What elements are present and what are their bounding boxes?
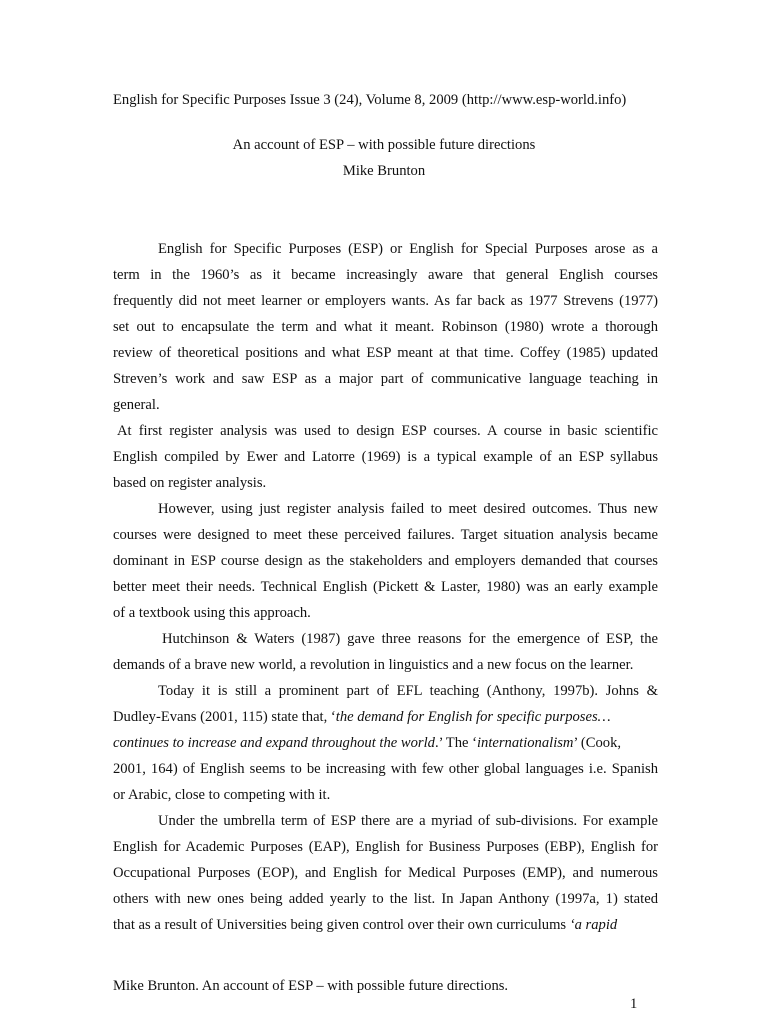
page-number: 1 bbox=[630, 996, 638, 1012]
text-line: English for Specific Purposes (ESP) or English for Special Purposes arose as a bbox=[158, 241, 658, 257]
article-body bbox=[113, 236, 658, 938]
text-line: English for Academic Purposes (EAP), English for Business Purposes (EBP), English for bbox=[113, 839, 658, 855]
article-author: Mike Brunton bbox=[342, 163, 426, 179]
text-line: Hutchinson & Waters (1987) gave three reasons for the emergence of ESP, the bbox=[162, 631, 658, 647]
quoted-term: internationalism bbox=[476, 735, 574, 751]
quoted-text: ‘a rapid bbox=[569, 917, 618, 933]
text-line: Today it is still a prominent part of EFL teaching (Anthony, 1997b). Johns & bbox=[158, 683, 658, 699]
text-line: review of theoretical positions and what ESP meant at that time. Coffey (1985) updated bbox=[113, 345, 658, 361]
text-line: of a textbook using this approach. bbox=[113, 605, 311, 621]
quoted-text: the demand for English for specific purposes… bbox=[335, 709, 611, 725]
text-line: or Arabic, close to competing with it. bbox=[113, 787, 331, 803]
text-line: set out to encapsulate the term and what it meant. Robinson (1980) wrote a thorough bbox=[113, 319, 658, 335]
text-line: courses were designed to meet these perceived failures. Target situation analysis became bbox=[113, 527, 658, 543]
text-line: English compiled by Ewer and Latorre (1969) is a typical example of an ESP syllabus bbox=[113, 449, 658, 465]
quoted-text: continues to increase and expand throughout the world bbox=[113, 735, 435, 751]
text-line: 2001, 164) of English seems to be increasing with few other global languages i.e. Spanish bbox=[113, 761, 658, 777]
text-line bbox=[113, 730, 658, 756]
text-line: frequently did not meet learner or employers wants. As far back as 1977 Strevens (1977) bbox=[113, 293, 658, 309]
text-line bbox=[113, 912, 658, 938]
article-title: An account of ESP – with possible future directions bbox=[232, 137, 536, 153]
text-line: However, using just register analysis failed to meet desired outcomes. Thus new bbox=[158, 501, 658, 517]
text-line: dominant in ESP course design as the stakeholders and employers demanded that courses bbox=[113, 553, 658, 569]
text-line: general. bbox=[113, 397, 160, 413]
text-line: At first register analysis was used to design ESP courses. A course in basic scientific bbox=[117, 423, 658, 439]
journal-header: English for Specific Purposes Issue 3 (24), Volume 8, 2009 (http://www.esp-world.info) bbox=[113, 92, 627, 108]
text-line: based on register analysis. bbox=[113, 475, 267, 491]
text-segment: that as a result of Universities being given control over their own curriculums bbox=[113, 917, 570, 933]
text-line: term in the 1960’s as it became increasingly aware that general English courses bbox=[113, 267, 658, 283]
text-line: others with new ones being added yearly to the list. In Japan Anthony (1997a, 1) stated bbox=[113, 891, 658, 907]
text-line: demands of a brave new world, a revolution in linguistics and a new focus on the learner. bbox=[113, 657, 634, 673]
text-segment: ’ (Cook, bbox=[573, 735, 622, 751]
text-segment: Dudley-Evans (2001, 115) state that, ‘ bbox=[113, 709, 336, 725]
text-line: better meet their needs. Technical English (Pickett & Laster, 1980) was an early example bbox=[113, 579, 658, 595]
page-footer: Mike Brunton. An account of ESP – with possible future directions. bbox=[113, 978, 509, 994]
text-line bbox=[113, 704, 658, 730]
text-line: Under the umbrella term of ESP there are a myriad of sub-divisions. For example bbox=[158, 813, 658, 829]
text-line: Streven’s work and saw ESP as a major part of communicative language teaching in bbox=[113, 371, 658, 387]
text-segment: .’ The ‘ bbox=[434, 735, 477, 751]
text-line: Occupational Purposes (EOP), and English for Medical Purposes (EMP), and numerous bbox=[113, 865, 658, 881]
